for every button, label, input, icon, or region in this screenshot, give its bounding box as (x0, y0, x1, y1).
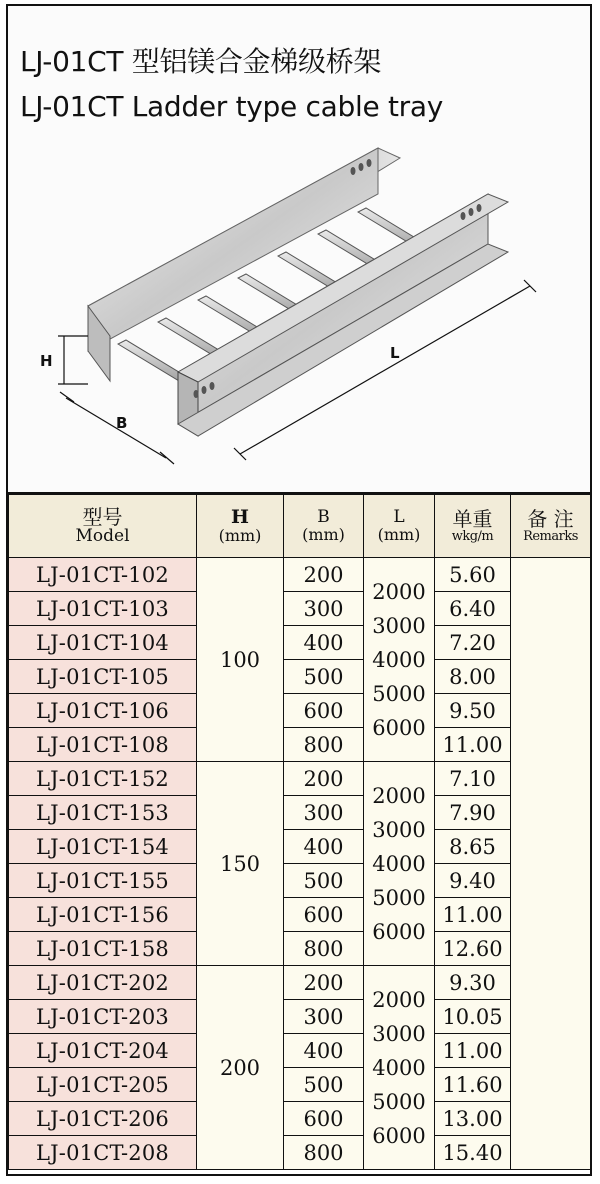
dimension-h-label: H (40, 352, 53, 370)
l-value: 6000 (372, 715, 426, 740)
model-cell: LJ-01CT-103 (9, 592, 197, 626)
weight-cell: 8.00 (435, 660, 511, 694)
l-values-cell (364, 966, 435, 1170)
table-row (9, 864, 591, 898)
weight-cell: 7.10 (435, 762, 511, 796)
table-row (9, 728, 591, 762)
weight-cell: 9.30 (435, 966, 511, 1000)
l-value: 5000 (372, 1089, 426, 1114)
table-row (9, 898, 591, 932)
spec-table (8, 494, 591, 1170)
l-value: 6000 (372, 1123, 426, 1148)
model-cell: LJ-01CT-206 (9, 1102, 197, 1136)
model-cell: LJ-01CT-156 (9, 898, 197, 932)
weight-cell: 13.00 (435, 1102, 511, 1136)
l-value: 5000 (372, 681, 426, 706)
model-cell: LJ-01CT-154 (9, 830, 197, 864)
table-row (9, 1136, 591, 1170)
model-cell: LJ-01CT-105 (9, 660, 197, 694)
l-value: 2000 (372, 987, 426, 1012)
weight-cell: 7.20 (435, 626, 511, 660)
table-row (9, 1000, 591, 1034)
b-value-cell: 500 (284, 660, 364, 694)
b-value-cell: 400 (284, 1034, 364, 1068)
l-value: 4000 (372, 647, 426, 672)
weight-cell: 9.50 (435, 694, 511, 728)
dimension-l-label: L (390, 344, 400, 362)
l-value: 2000 (372, 783, 426, 808)
b-value-cell: 500 (284, 864, 364, 898)
table-row (9, 694, 591, 728)
table-row (9, 1034, 591, 1068)
table-row (9, 932, 591, 966)
table-row (9, 558, 591, 592)
model-cell: LJ-01CT-155 (9, 864, 197, 898)
l-value: 5000 (372, 885, 426, 910)
b-value-cell: 500 (284, 1068, 364, 1102)
header-weight: 单重 wkg/m (435, 495, 511, 558)
b-value-cell: 400 (284, 830, 364, 864)
b-value-cell: 300 (284, 1000, 364, 1034)
weight-cell: 11.00 (435, 1034, 511, 1068)
l-value: 3000 (372, 1021, 426, 1046)
weight-cell: 6.40 (435, 592, 511, 626)
b-value-cell: 300 (284, 592, 364, 626)
model-cell: LJ-01CT-158 (9, 932, 197, 966)
weight-cell: 8.65 (435, 830, 511, 864)
model-cell: LJ-01CT-205 (9, 1068, 197, 1102)
weight-cell: 7.90 (435, 796, 511, 830)
b-value-cell: 600 (284, 694, 364, 728)
remarks-cell (511, 558, 591, 1170)
model-cell: LJ-01CT-152 (9, 762, 197, 796)
weight-cell: 11.00 (435, 898, 511, 932)
header-h: H (mm) (197, 495, 284, 558)
model-cell: LJ-01CT-208 (9, 1136, 197, 1170)
header-l: L (mm) (364, 495, 435, 558)
header-remarks: 备 注 Remarks (511, 495, 591, 558)
b-value-cell: 400 (284, 626, 364, 660)
weight-cell: 9.40 (435, 864, 511, 898)
spec-table-body (9, 558, 591, 1170)
table-row (9, 592, 591, 626)
l-value: 3000 (372, 613, 426, 638)
model-cell: LJ-01CT-108 (9, 728, 197, 762)
table-row (9, 796, 591, 830)
dimension-h (58, 336, 88, 384)
title-english: LJ-01CT Ladder type cable tray (20, 90, 443, 123)
model-cell: LJ-01CT-104 (9, 626, 197, 660)
weight-cell: 12.60 (435, 932, 511, 966)
h-value-cell: 150 (197, 762, 284, 966)
b-value-cell: 200 (284, 966, 364, 1000)
table-row (9, 1068, 591, 1102)
weight-cell: 15.40 (435, 1136, 511, 1170)
model-cell: LJ-01CT-153 (9, 796, 197, 830)
b-value-cell: 200 (284, 558, 364, 592)
model-cell: LJ-01CT-202 (9, 966, 197, 1000)
l-values-cell (364, 762, 435, 966)
spec-sheet (6, 4, 592, 1176)
b-value-cell: 600 (284, 1102, 364, 1136)
l-value: 6000 (372, 919, 426, 944)
b-value-cell: 200 (284, 762, 364, 796)
model-cell: LJ-01CT-102 (9, 558, 197, 592)
l-value: 4000 (372, 851, 426, 876)
table-row (9, 966, 591, 1000)
weight-cell: 10.05 (435, 1000, 511, 1034)
cable-tray-illustration (8, 136, 590, 486)
table-row (9, 1102, 591, 1136)
table-row (9, 830, 591, 864)
h-value-cell: 100 (197, 558, 284, 762)
model-cell: LJ-01CT-106 (9, 694, 197, 728)
b-value-cell: 300 (284, 796, 364, 830)
model-cell: LJ-01CT-203 (9, 1000, 197, 1034)
l-value: 4000 (372, 1055, 426, 1080)
weight-cell: 5.60 (435, 558, 511, 592)
model-cell: LJ-01CT-204 (9, 1034, 197, 1068)
dimension-b-label: B (116, 414, 128, 432)
front-rail-top-flange (178, 194, 508, 382)
b-value-cell: 800 (284, 1136, 364, 1170)
title-chinese: LJ-01CT 型铝镁合金梯级桥架 (20, 45, 382, 78)
header-panel (8, 6, 590, 494)
l-value: 3000 (372, 817, 426, 842)
b-value-cell: 800 (284, 728, 364, 762)
b-value-cell: 600 (284, 898, 364, 932)
table-row (9, 762, 591, 796)
l-values-cell (364, 558, 435, 762)
table-row (9, 660, 591, 694)
table-row (9, 626, 591, 660)
table-header-row (9, 495, 591, 558)
weight-cell: 11.00 (435, 728, 511, 762)
b-value-cell: 800 (284, 932, 364, 966)
header-model: 型号 Model (9, 495, 197, 558)
weight-cell: 11.60 (435, 1068, 511, 1102)
h-value-cell: 200 (197, 966, 284, 1170)
l-value: 2000 (372, 579, 426, 604)
header-b: B (mm) (284, 495, 364, 558)
